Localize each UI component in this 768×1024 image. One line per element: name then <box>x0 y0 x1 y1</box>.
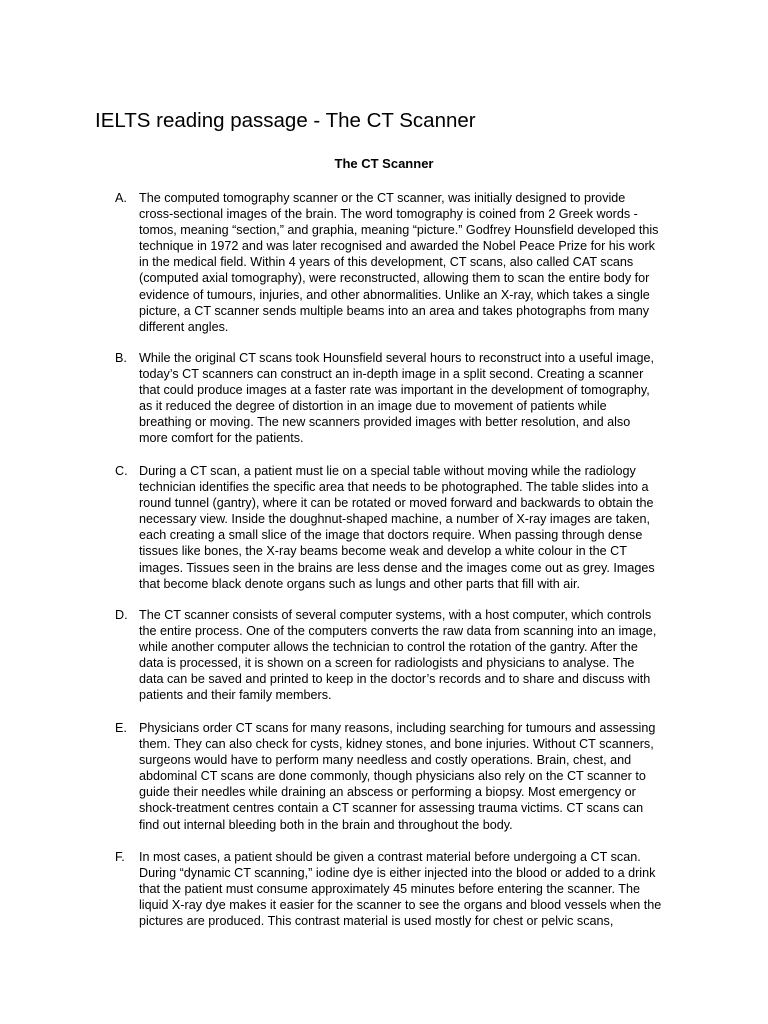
paragraph-line: necessary view. Inside the doughnut-shaped machine, a number of X-ray images are taken, <box>139 512 651 527</box>
paragraph-line: During “dynamic CT scanning,” iodine dye is either injected into the blood or added to a drink <box>139 866 656 881</box>
paragraph-text <box>139 720 679 833</box>
paragraph-line: tissues like bones, the X-ray beams become weak and develop a white colour in the CT <box>139 544 627 559</box>
paragraph-line: that the patient must consume approximately 45 minutes before entering the scanner. The <box>139 882 641 897</box>
paragraph-line: them. They can also check for cysts, kidney stones, and bone injuries. Without CT scanners, <box>139 737 654 752</box>
paragraph-line: that could produce images at a faster rate was important in the development of tomography, <box>139 383 650 398</box>
document-title: IELTS reading passage - The CT Scanner <box>95 109 476 132</box>
paragraph-letter: A. <box>115 191 127 205</box>
paragraph-line: abdominal CT scans are done commonly, though physicians also rely on the CT scanner to <box>139 769 646 784</box>
paragraph-line: while another computer allows the technician to control the rotation of the gantry. After the <box>139 640 638 655</box>
paragraph-line: more comfort for the patients. <box>139 431 304 446</box>
paragraph-line: cross-sectional images of the brain. The word tomography is coined from 2 Greek words - <box>139 207 638 222</box>
paragraph-letter: F. <box>115 850 125 864</box>
paragraph-line: (computed axial tomography), were reconstructed, allowing them to scan the entire body for <box>139 271 650 286</box>
paragraph-letter: B. <box>115 351 127 365</box>
paragraph-line: guide their needles while draining an abscess or performing a biopsy. Most emergency or <box>139 785 636 800</box>
paragraph-line: picture, a CT scanner sends multiple beams into an area and takes photographs from many <box>139 303 650 318</box>
passage-title: The CT Scanner <box>334 156 434 171</box>
paragraph-text <box>139 190 679 335</box>
paragraph-line: images. Tissues seen in the brains are less dense and the images come out as grey. Images <box>139 560 655 575</box>
paragraph-text <box>139 463 679 592</box>
paragraph-text <box>139 350 679 447</box>
paragraph-line: each creating a small slice of the image that doctors require. When passing through dense <box>139 528 643 543</box>
paragraph-line: in the medical field. Within 4 years of this development, CT scans, also called CAT scans <box>139 255 634 270</box>
paragraph-line: today’s CT scanners can construct an in-depth image in a split second. Creating a scanner <box>139 367 644 382</box>
paragraph-line: liquid X-ray dye makes it easier for the scanner to see the organs and blood vessels when the <box>139 898 662 913</box>
paragraph-line: patients and their family members. <box>139 688 332 703</box>
paragraph-line: different angles. <box>139 319 229 334</box>
paragraph-line: During a CT scan, a patient must lie on a special table without moving while the radiology <box>139 464 636 478</box>
paragraph-line: In most cases, a patient should be given a contrast material before undergoing a CT scan. <box>139 850 641 864</box>
paragraph-line: round tunnel (gantry), where it can be rotated or moved forward and backwards to obtain the <box>139 496 654 511</box>
paragraph-line: data can be saved and printed to keep in the doctor’s records and to share and discuss with <box>139 672 651 687</box>
paragraph-line: that become black denote organs such as lungs and other parts that fill with air. <box>139 576 581 591</box>
paragraph-line: pictures are produced. This contrast material is used mostly for chest or pelvic scans, <box>139 914 614 929</box>
paragraph-letter: C. <box>115 464 128 478</box>
paragraph-line: the entire process. One of the computers converts the raw data from scanning into an image, <box>139 624 657 639</box>
paragraph-letter: E. <box>115 721 127 735</box>
paragraph-line: The computed tomography scanner or the CT scanner, was initially designed to provide <box>139 191 626 205</box>
paragraph-line: technique in 1972 and was later recognised and awarded the Nobel Peace Prize for his work <box>139 239 655 254</box>
paragraph-line: data is processed, it is shown on a screen for radiologists and physicians to analyse. The <box>139 656 635 671</box>
paragraph-line: as it reduced the degree of distortion in an image due to movement of patients while <box>139 399 607 414</box>
paragraph-line: technician identifies the specific area that needs to be photographed. The table slides into a <box>139 480 649 495</box>
paragraph-line: breathing or moving. The new scanners provided images with better resolution, and also <box>139 415 631 430</box>
paragraph-line: Physicians order CT scans for many reasons, including searching for tumours and assessing <box>139 721 656 735</box>
paragraph-line: evidence of tumours, injuries, and other abnormalities. Unlike an X-ray, which takes a single <box>139 287 650 302</box>
paragraph-line: tomos, meaning “section,” and graphia, meaning “picture.” Godfrey Hounsfield developed this <box>139 223 659 238</box>
paragraph-text <box>139 849 679 929</box>
paragraph-line: shock-treatment centres contain a CT scanner for assessing trauma victims. CT scans can <box>139 801 644 816</box>
paragraph-line: The CT scanner consists of several computer systems, with a host computer, which controls <box>139 608 652 622</box>
paragraph-line: surgeons would have to perform many needless and costly operations. Brain, chest, and <box>139 753 632 768</box>
paragraph-letter: D. <box>115 608 128 622</box>
paragraph-line: find out internal bleeding both in the brain and throughout the body. <box>139 817 513 832</box>
paragraph-text <box>139 607 679 704</box>
paragraph-line: While the original CT scans took Hounsfield several hours to reconstruct into a useful image, <box>139 351 654 365</box>
